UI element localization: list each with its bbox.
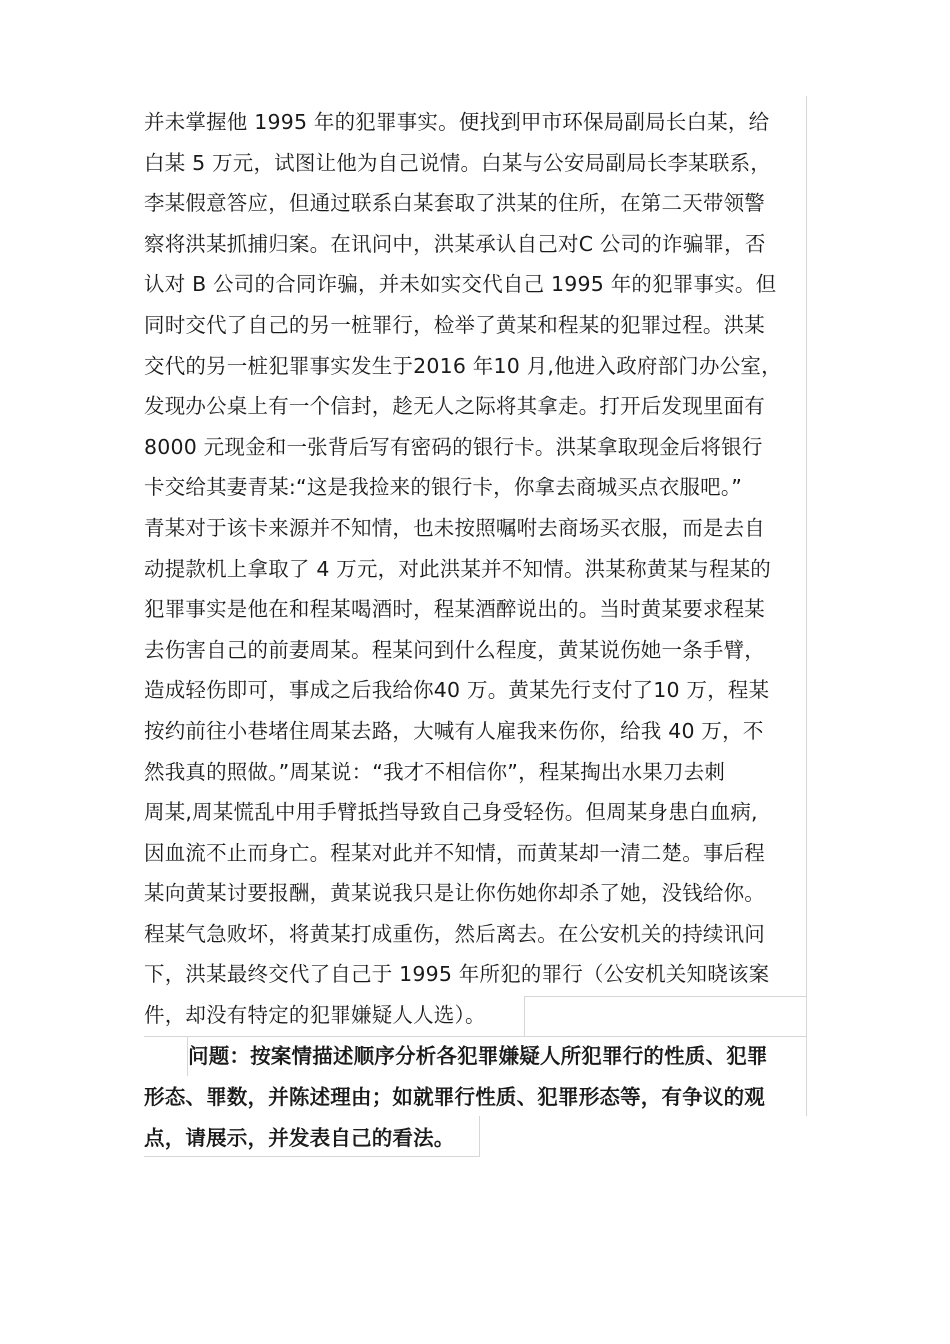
- body-line: 某向黄某讨要报酬，黄某说我只是让你伤她你却杀了她，没钱给你。: [144, 881, 765, 906]
- question-block: [144, 1036, 824, 1159]
- body-line: 并未掌握他 1995 年的犯罪事实。便找到甲市环保局副局长白某，给: [144, 110, 770, 134]
- body-line: 件，却没有特定的犯罪嫌疑人人选）。: [144, 1003, 486, 1028]
- body-line: 程某气急败坏，将黄某打成重伤，然后离去。在公安机关的持续讯问: [144, 921, 765, 946]
- body-line: 同时交代了自己的另一桩罪行，检举了黄某和程某的犯罪过程。洪某: [144, 312, 765, 337]
- question-text: 问题：按案情描述顺序分析各犯罪嫌疑人所犯罪行的性质、犯罪: [188, 1044, 768, 1068]
- body-line: 认对 B 公司的合同诈骗，并未如实交代自己 1995 年的犯罪事实。但: [144, 272, 777, 297]
- body-line: 周某,周某慌乱中用手臂抵挡导致自己身受轻伤。但周某身患白血病,: [144, 800, 758, 825]
- body-line: 犯罪事实是他在和程某喝酒时，程某酒醉说出的。当时黄某要求程某: [144, 597, 765, 622]
- case-description: [144, 102, 824, 1036]
- question-line: 点，请展示，并发表自己的看法。: [144, 1126, 455, 1150]
- body-line: 下，洪某最终交代了自己于 1995 年所犯的罪行（公安机关知晓该案: [144, 962, 770, 987]
- question-line: [144, 1036, 824, 1077]
- body-line: 卡交给其妻青某:“这是我捡来的银行卡，你拿去商城买点衣服吧。”: [144, 475, 743, 500]
- body-line: 因血流不止而身亡。程某对此并不知情，而黄某却一清二楚。事后程: [144, 840, 765, 865]
- body-line: 青某对于该卡来源并不知情，也未按照嘱咐去商场买衣服，而是去自: [144, 515, 765, 540]
- question-line: 形态、罪数，并陈述理由；如就罪行性质、犯罪形态等，有争议的观: [144, 1085, 765, 1109]
- body-line: 白某 5 万元，试图让他为自己说情。白某与公安局副局长李某联系，: [144, 150, 771, 175]
- body-line: 发现办公桌上有一个信封，趁无人之际将其拿走。打开后发现里面有: [144, 394, 765, 419]
- body-line: 察将洪某抓捕归案。在讯问中，洪某承认自己对C 公司的诈骗罪，否: [144, 231, 766, 256]
- body-line: 去伤害自己的前妻周某。程某问到什么程度，黄某说伤她一条手臂，: [144, 637, 765, 662]
- body-line: 造成轻伤即可，事成之后我给你40 万。黄某先行支付了10 万，程某: [144, 678, 770, 703]
- body-line: 按约前往小巷堵住周某去路，大喊有人雇我来伤你，给我 40 万，不: [144, 718, 764, 743]
- body-line: 交代的另一桩犯罪事实发生于2016 年10 月,他进入政府部门办公室，: [144, 353, 782, 378]
- body-line: 李某假意答应，但通过联系白某套取了洪某的住所，在第二天带领警: [144, 191, 765, 216]
- body-line: 8000 元现金和一张背后写有密码的银行卡。洪某拿取现金后将银行: [144, 434, 763, 459]
- body-line: 然我真的照做。”周某说：“我才不相信你”，程某掏出水果刀去刺: [144, 759, 726, 784]
- body-line: 动提款机上拿取了 4 万元，对此洪某并不知情。洪某称黄某与程某的: [144, 556, 771, 581]
